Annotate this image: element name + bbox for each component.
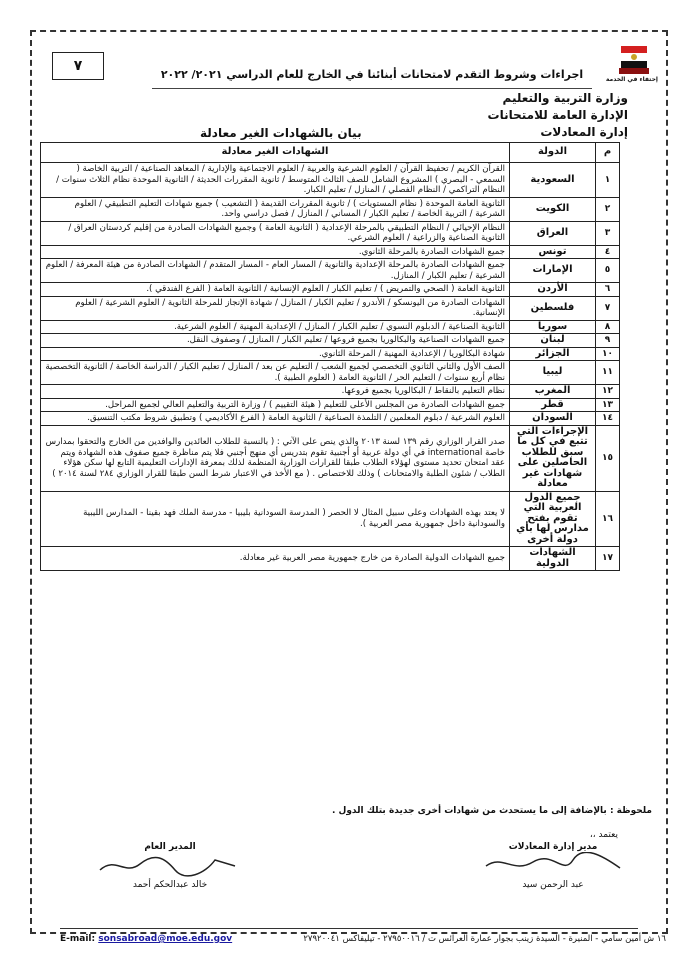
page-number: ٧	[52, 52, 104, 80]
header-certificates: الشهادات الغير معادلة	[41, 143, 510, 163]
row-certificates: الثانوية العامة الموحدة ( نظام المستويات ) / ثانوية المقررات القديمة ( التشعيب ) جميع شهادات التعليم التطبيقي / العلوم الشرعية / التربية الخاصة / تعليم الكبار / المساني / المنازل / فصل دراسي واحد.	[41, 197, 510, 221]
document-title: بيان بالشهادات الغير معادلة	[200, 126, 362, 140]
row-country: فلسطين	[510, 296, 596, 320]
table-header-row	[41, 143, 620, 163]
table-row	[41, 334, 620, 348]
table-row	[41, 385, 620, 399]
row-certificates: جميع الشهادات الصادرة من المجلس الأعلى للتعليم ( هيئة التقييم ) / وزارة التربية والتعليم العالي لجميع المراحل.	[41, 398, 510, 412]
row-number: ٥	[596, 259, 620, 283]
row-country: الشهادات الدولية	[510, 547, 596, 571]
header-num: م	[596, 143, 620, 163]
table-row	[41, 245, 620, 259]
ministry-logo-icon	[617, 40, 651, 76]
row-certificates: الصف الأول والثاني الثانوي التخصصي لجميع الشعب / التعليم عن بعد / المنازل / تعليم الكبار / الدراسة الخاصة / الثانوية التخصصية نظام أربع سنوات / التعليم الحر / الثانوية العامة ( العلوم الطبية ).	[41, 361, 510, 385]
ministry-logo	[605, 40, 658, 92]
handwritten-signature-right	[478, 852, 628, 878]
row-certificates: الشهادات الصادرة من اليونسكو / الأندرو / تعليم الكبار / المنازل / شهادة الإنجاز للمرحلة الثانوية / العلوم الشرعية / العلوم الإنسانية.	[41, 296, 510, 320]
signature-title-right: مدير إدارة المعادلات	[508, 842, 598, 852]
row-country: قطر	[510, 398, 596, 412]
row-country: السودان	[510, 412, 596, 426]
header-title: اجراءات وشروط التقدم لامتحانات أبنائنا في الخارج للعام الدراسي ٢٠٢١/ ٢٠٢٢	[160, 68, 584, 81]
row-certificates: جميع الشهادات الصادرة بالمرحلة الإعدادية والثانوية / المسار العام - المسار المتقدم / الشهادات الصادرة من هيئة المعرفة / العلوم الشرعية / تعليم الكبار / المنازل.	[41, 259, 510, 283]
row-country: الأردن	[510, 283, 596, 297]
row-country: ليبيا	[510, 361, 596, 385]
footer-email	[60, 934, 232, 944]
row-number: ١٢	[596, 385, 620, 399]
row-number: ٧	[596, 296, 620, 320]
row-number: ١٣	[596, 398, 620, 412]
row-certificates: صدر القرار الوزاري رقم ١٣٩ لسنة ٢٠١٣ والذي ينص على الآتي : ( بالنسبة للطلاب العائدين والوافدين من الخارج والتحقوا بمدارس خاصة international في أي دولة عربية أو أجنبية تقوم بتدريس أي منهج أجنبي فلا يتم مناظرة جميع صفوف هذه الشهادة ويتم عقد امتحان تحديد مستوى لهؤلاء الطلاب طبقا للقرارات الوزارية المنظمة لذلك بمعرفة الإدارات التعليمية التابع لها سكن هؤلاء الطلاب / شئون الطلبة والامتحانات ) وذلك للاختصاص . ( مع الأخذ في الاعتبار شرط السن طبقا للقرار الوزاري ٢٨٤ لسنة ٢٠١٤ )	[41, 425, 510, 491]
row-certificates: جميع الشهادات الصادرة بالمرحلة الثانوي.	[41, 245, 510, 259]
signature-title-left: المدير العام	[144, 842, 196, 852]
ministry-name: وزارة التربية والتعليم	[502, 91, 628, 105]
handwritten-signature-left	[95, 852, 245, 878]
table-row	[41, 320, 620, 334]
row-number: ١٧	[596, 547, 620, 571]
table-row	[41, 491, 620, 547]
table-row	[41, 398, 620, 412]
row-certificates: جميع الشهادات الدولية الصادرة من خارج جمهورية مصر العربية غير معادلة.	[41, 547, 510, 571]
row-country: لبنان	[510, 334, 596, 348]
signature-name-right: عبد الرحمن سيد	[522, 880, 584, 890]
row-number: ١	[596, 163, 620, 198]
table-row	[41, 361, 620, 385]
note-text: ملحوظة : بالإضافة إلى ما يستحدث من شهادات أخرى جديدة بتلك الدول .	[331, 806, 652, 816]
section-name: إدارة المعادلات	[540, 125, 628, 139]
certificates-table	[40, 142, 620, 571]
table-row	[41, 425, 620, 491]
row-number: ٣	[596, 221, 620, 245]
row-country: المغرب	[510, 385, 596, 399]
row-number: ٦	[596, 283, 620, 297]
signature-name-left: خالد عبدالحكم أحمد	[132, 880, 208, 890]
row-country: الجزائر	[510, 347, 596, 361]
row-certificates: القرآن الكريم / تحفيظ القرآن / العلوم الشرعية والعربية / العلوم الاجتماعية والإدارية / المعاهد الصناعية / التربية الخاصة ( السمعي - البصري ) المشروع الشامل للصف الثالث المتوسط / ثانوية المقررات الحديثة / الثانوية الموحدة نظام الثلاث سنوات / النظام التراكمي / النظام الفصلي / المنازل / تعليم الكبار.	[41, 163, 510, 198]
row-country: جميع الدول العربية التي تقوم بفتح مدارس لها بأي دولة أخرى	[510, 491, 596, 547]
row-certificates: الثانوية العامة ( الصحي والتمريض ) / تعليم الكبار / العلوم الإنسانية / الثانوية العامة ( الفرع الفندقي ).	[41, 283, 510, 297]
row-country: السعودية	[510, 163, 596, 198]
table-row	[41, 412, 620, 426]
logo-caption: إحتفاء في الخدمة	[605, 76, 658, 83]
row-number: ٤	[596, 245, 620, 259]
row-number: ١٠	[596, 347, 620, 361]
signature-equivalency-director	[448, 842, 658, 890]
row-country: الكويت	[510, 197, 596, 221]
row-number: ١٥	[596, 425, 620, 491]
email-label: E-mail:	[60, 934, 96, 944]
table-row	[41, 259, 620, 283]
row-country: سوريا	[510, 320, 596, 334]
footer-divider	[60, 928, 638, 929]
header-divider	[152, 88, 592, 89]
row-number: ٢	[596, 197, 620, 221]
email-link[interactable]: sonsabroad@moe.edu.gov	[98, 934, 233, 944]
department-name: الإدارة العامة للامتحانات	[487, 108, 628, 122]
row-number: ١٤	[596, 412, 620, 426]
row-number: ١١	[596, 361, 620, 385]
row-country: الإمارات	[510, 259, 596, 283]
row-certificates: جميع الشهادات الصناعية والبكالوريا بجميع فروعها / تعليم الكبار / المنازل / وصفوف النقل.	[41, 334, 510, 348]
approval-text: يعتمد ،،	[589, 830, 618, 840]
header-country: الدولة	[510, 143, 596, 163]
row-number: ٨	[596, 320, 620, 334]
table-row	[41, 347, 620, 361]
row-certificates: العلوم الشرعية / دبلوم المعلمين / التلمذة الصناعية / الثانوية العامة ( الفرع الأكاديمي ) وتطبيق شروط مكتب التنسيق.	[41, 412, 510, 426]
table-row	[41, 283, 620, 297]
ministry-block	[488, 90, 628, 141]
table-row	[41, 197, 620, 221]
certificates-table-container	[40, 142, 620, 571]
table-row	[41, 547, 620, 571]
signature-general-director	[70, 842, 270, 890]
row-certificates: نظام التعليم بالنقاط / البكالوريا بجميع فروعها.	[41, 385, 510, 399]
table-row	[41, 163, 620, 198]
row-country: العراق	[510, 221, 596, 245]
row-certificates: الثانوية الصناعية / الدبلوم النسوي / تعليم الكبار / المنازل / الإعدادية المهنية / العلوم الشرعية.	[41, 320, 510, 334]
row-country: تونس	[510, 245, 596, 259]
row-number: ٩	[596, 334, 620, 348]
row-certificates: شهادة البكالوريا / الإعدادية المهنية / المرحلة الثانوي.	[41, 347, 510, 361]
footer-address: ١٦ ش أمين سامي - المنيرة - السيدة زينب بجوار عمارة العرائس ت / ٢٧٩٥٠٠١٦ - تيليفاكس ٢٧٩٢٠٠٤١	[303, 934, 666, 944]
row-certificates: لا يعتد بهذه الشهادات وعلى سبيل المثال لا الحصر ( المدرسة السودانية بليبيا - مدرسة الملك فهد بقينا - المدارس الليبية والسودانية داخل جمهورية مصر العربية ).	[41, 491, 510, 547]
row-country: الإجراءات التي تتبع في كل ما سبق للطلاب الحاصلين على شهادات غير معادلة	[510, 425, 596, 491]
row-certificates: النظام الإحيائي / النظام التطبيقي بالمرحلة الإعدادية ( الثانوية العامة ) وجميع الشهادات الصادرة من إقليم كردستان العراق / الثانوية الصناعية والزراعية / العلوم الشرعي.	[41, 221, 510, 245]
table-row	[41, 296, 620, 320]
table-row	[41, 221, 620, 245]
row-number: ١٦	[596, 491, 620, 547]
